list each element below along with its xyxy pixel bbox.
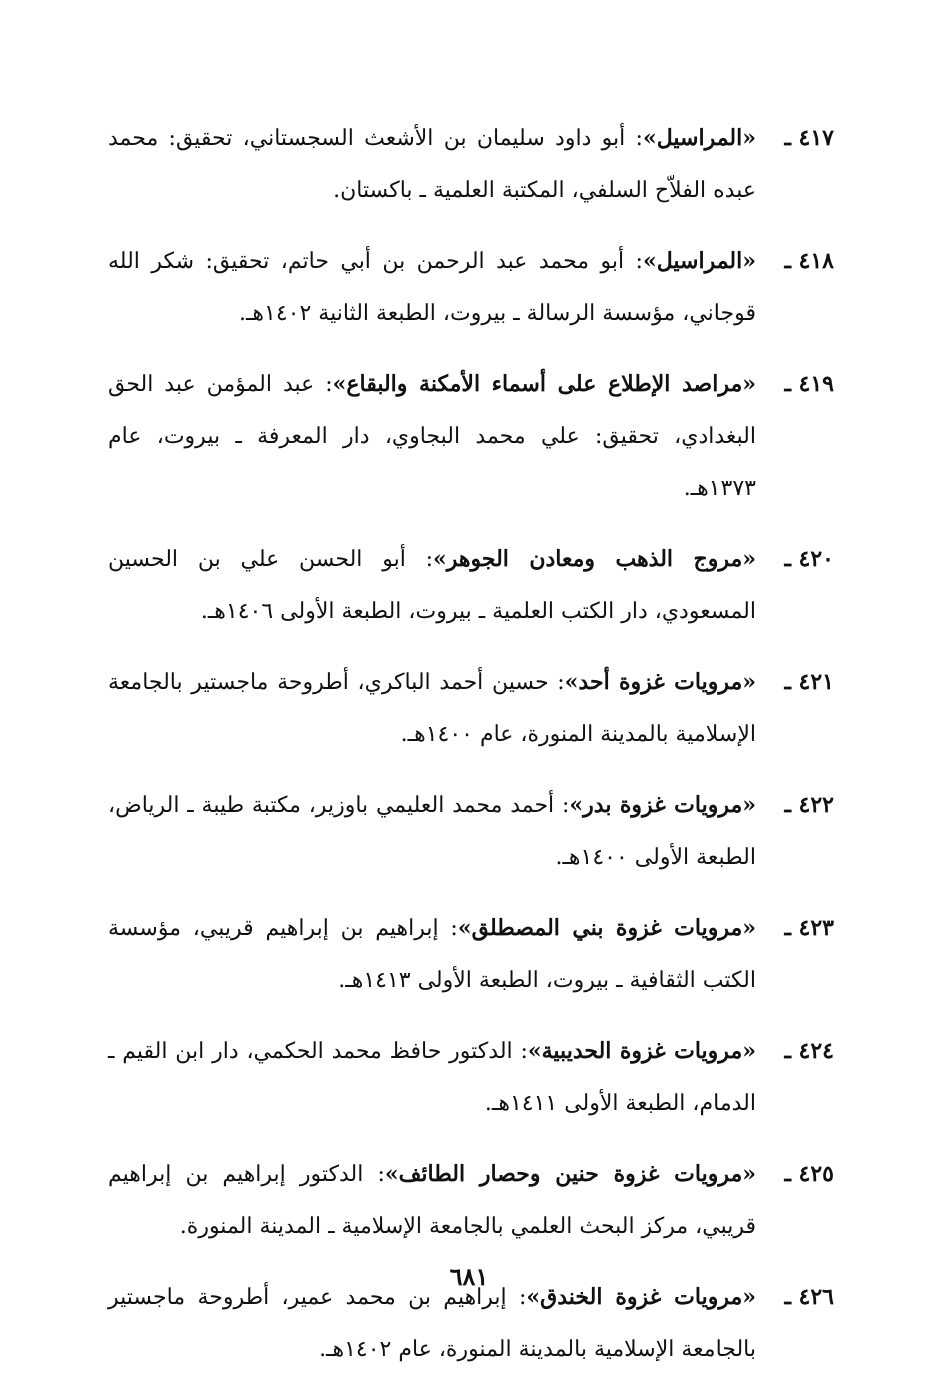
entry-body <box>108 656 756 761</box>
entry-body <box>108 533 756 638</box>
entry-text: : عبد المؤمن عبد الحق البغدادي، تحقيق: علي محمد البجاوي، دار المعرفة ـ بيروت، عام ١٣٧٣هـ. <box>108 372 756 501</box>
entry-title: «مرويات غزوة بني المصطلق» <box>457 915 757 941</box>
bibliography-entry <box>108 902 834 1007</box>
entry-text: : أبو الحسن علي بن الحسين المسعودي، دار الكتب العلمية ـ بيروت، الطبعة الأولى ١٤٠٦هـ. <box>108 547 756 624</box>
entry-number: ٤٢١ ـ <box>784 669 834 695</box>
entry-body <box>108 779 756 884</box>
entry-title: «مرويات غزوة الحديبية» <box>527 1038 756 1064</box>
bibliography-entry <box>108 112 834 217</box>
entry-title: «المراسيل» <box>642 125 756 151</box>
entry-number: ٤٢٠ ـ <box>784 546 834 572</box>
entry-title: «مروج الذهب ومعادن الجوهر» <box>433 546 757 572</box>
entry-body <box>108 235 756 340</box>
entry-body <box>108 1148 756 1253</box>
entry-body <box>108 1025 756 1130</box>
bibliography-list <box>108 112 834 1394</box>
entry-number: ٤٢٢ ـ <box>784 792 834 818</box>
entry-title: «مرويات غزوة أحد» <box>564 669 756 695</box>
entry-number: ٤٢٤ ـ <box>784 1038 834 1064</box>
entry-body <box>108 112 756 217</box>
entry-number: ٤١٩ ـ <box>784 371 834 397</box>
entry-text: : أحمد محمد العليمي باوزير، مكتبة طيبة ـ الرياض، الطبعة الأولى ١٤٠٠هـ. <box>108 793 756 870</box>
entry-title: «مراصد الإطلاع على أسماء الأمكنة والبقاع» <box>332 371 756 397</box>
entry-number: ٤٢٥ ـ <box>784 1161 834 1187</box>
entry-number: ٤١٨ ـ <box>784 248 834 274</box>
bibliography-entry <box>108 533 834 638</box>
entry-title: «المراسيل» <box>642 248 756 274</box>
page-number: ٦٨١ <box>449 1262 489 1291</box>
entry-body <box>108 902 756 1007</box>
bibliography-entry <box>108 358 834 515</box>
bibliography-entry <box>108 1025 834 1130</box>
entry-text: : الدكتور حافظ محمد الحكمي، دار ابن القيم ـ الدمام، الطبعة الأولى ١٤١١هـ. <box>108 1039 756 1116</box>
entry-number: ٤٢٦ ـ <box>784 1284 834 1310</box>
entry-title: «مرويات غزوة الخندق» <box>526 1284 757 1310</box>
entry-title: «مرويات غزوة بدر» <box>569 792 756 818</box>
entry-text: : أبو محمد عبد الرحمن بن أبي حاتم، تحقيق: شكر الله قوجاني، مؤسسة الرسالة ـ بيروت، الطبعة الثانية ١٤٠٢هـ. <box>108 249 756 326</box>
entry-body <box>108 358 756 515</box>
entry-text: : إبراهيم بن إبراهيم قريبي، مؤسسة الكتب الثقافية ـ بيروت، الطبعة الأولى ١٤١٣هـ. <box>108 916 756 993</box>
entry-text: : أبو داود سليمان بن الأشعث السجستاني، تحقيق: محمد عبده الفلاّح السلفي، المكتبة العلمية ـ باكستان. <box>108 126 756 203</box>
entry-text: : حسين أحمد الباكري، أطروحة ماجستير بالجامعة الإسلامية بالمدينة المنورة، عام ١٤٠٠هـ. <box>108 670 756 747</box>
entry-number: ٤٢٣ ـ <box>784 915 834 941</box>
bibliography-entry <box>108 656 834 761</box>
bibliography-entry <box>108 1148 834 1253</box>
entry-text: : الدكتور إبراهيم بن إبراهيم قريبي، مركز البحث العلمي بالجامعة الإسلامية ـ المدينة المنورة. <box>108 1162 756 1239</box>
bibliography-entry <box>108 779 834 884</box>
entry-text: : إبراهيم بن محمد عمير، أطروحة ماجستير بالجامعة الإسلامية بالمدينة المنورة، عام ١٤٠٢هـ. <box>108 1285 756 1362</box>
entry-number: ٤١٧ ـ <box>784 125 834 151</box>
bibliography-entry <box>108 235 834 340</box>
entry-title: «مرويات غزوة حنين وحصار الطائف» <box>384 1161 756 1187</box>
